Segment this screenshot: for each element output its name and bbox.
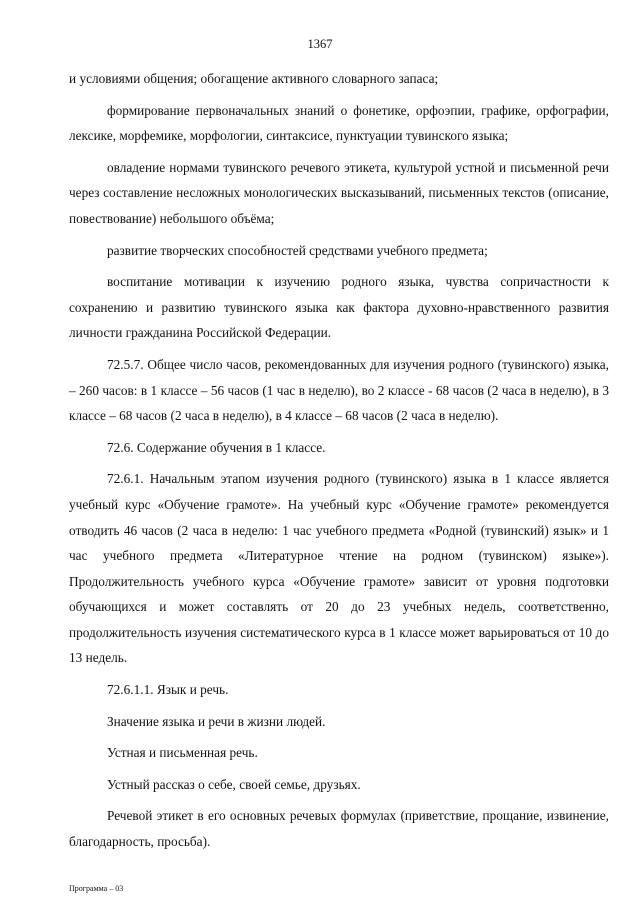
paragraph-continuation: и условиями общения; обогащение активного словарного запаса;	[69, 71, 439, 86]
paragraph-etiquette: овладение нормами тувинского речевого этикета, культурой устной и письменной речи через составление несложных монологических высказываний, письменных текстов (описание, повествование) небольшого объёма;	[69, 159, 609, 226]
section-heading-72-6-1-1: 72.6.1.1. Язык и речь.	[107, 682, 229, 698]
paragraph-creativity: развитие творческих способностей средствами учебного предмета;	[107, 242, 488, 258]
paragraph-phonetics: формирование первоначальных знаний о фонетике, орфоэпии, графике, орфографии, лексике, морфемике, морфологии, синтаксисе, пунктуации тувинского языка;	[69, 102, 609, 144]
paragraph-hours: 72.5.7. Общее число часов, рекомендованных для изучения родного (тувинского) языка, – 260 часов: в 1 классе – 56 часов (1 час в неделю), во 2 классе - 68 часов (2 часа в неделю), в 3 классе – 68 часов (2 часа в неделю), в 4 классе – 68 часов (2 часа в неделю).	[69, 356, 609, 424]
section-heading-72-6: 72.6. Содержание обучения в 1 классе.	[107, 439, 326, 455]
document-body	[69, 66, 609, 861]
paragraph-oral-written: Устная и письменная речь.	[107, 745, 258, 761]
paragraph-literacy-course: 72.6.1. Начальным этапом изучения родного (тувинского) языка в 1 классе является учебный курс «Обучение грамоте». На учебный курс «Обучение грамоте» рекомендуется отводить 46 часов (2 часа в неделю: 1 час учебного предмета «Родной (тувинский) язык» и 1 час учебного предмета «Литературное чтение на родном (тувинском) языке»). Продолжительность учебного курса «Обучение грамоте» зависит от уровня подготовки обучающихся и может составлять от 20 до 23 учебных недель, соответственно, продолжительность изучения систематического курса в 1 классе может варьироваться от 10 до 13 недель.	[69, 471, 609, 666]
page-number: 1367	[307, 37, 333, 51]
paragraph-oral-story: Устный рассказ о себе, своей семье, друзьях.	[107, 776, 361, 792]
paragraph-motivation: воспитание мотивации к изучению родного языка, чувства сопричастности к сохранению и развитию тувинского языка как фактора духовно-нравственного развития личности гражданина Российской Федерации.	[69, 274, 609, 341]
footer-program-label: Программа – 03	[69, 884, 124, 893]
paragraph-speech-etiquette: Речевой этикет в его основных речевых формулах (приветствие, прощание, извинение, благодарность, просьба).	[69, 808, 609, 850]
paragraph-language-meaning: Значение языка и речи в жизни людей.	[107, 713, 326, 729]
